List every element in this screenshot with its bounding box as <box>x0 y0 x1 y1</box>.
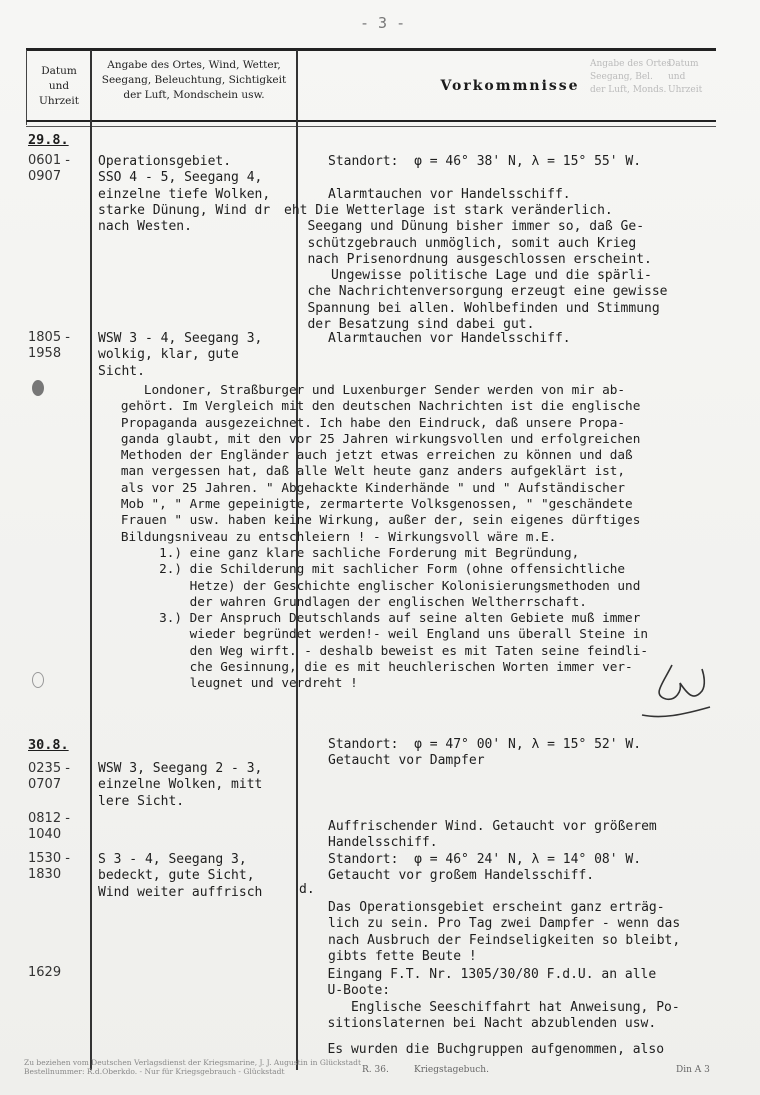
header-rule-thin <box>26 126 716 127</box>
time-1629: 1629 <box>28 965 62 980</box>
ghost-header-left: Angabe des Ortes Seegang, Bel. der Luft, Monds. <box>590 59 672 95</box>
header-rule <box>26 120 716 122</box>
punch-hole-mark <box>32 380 44 396</box>
header-vorkommnisse: Vorkommnisse <box>440 78 580 94</box>
time-0235: 0235 - 0707 <box>28 761 70 793</box>
column-divider-date <box>90 50 92 1070</box>
left-border <box>26 50 27 125</box>
weather-entry-1: Operationsgebiet. SSO 4 - 5, Seegang 4, einzelne tiefe Wolken, starke Dünung, Wind dr nach Westen. <box>98 154 271 235</box>
date-30-8: 30.8. <box>28 737 69 753</box>
event-propaganda-note: Londoner, Straßburger und Luxenburger Sender werden von mir ab- gehört. Im Vergleich mit den deutschen Nachrichten ist die englische Propaganda ausgezeichnet. Ich habe den Eindruck, daß unsere Propa- ganda glaubt, mit den vor 25 Jahren wirkungsvollen und erfolgreichen Methoden der Engländer auch jetzt etwas erreichen zu können und daß man vergessen hat, daß alle Welt heute ganz anders aufgeklärt ist, als vor 25 Jahren. " Abgehackte Kinderhände " und " Aufständischer Mob ", " Arme gepeinigte, zermarterte Volksgenossen, " "geschändete Frauen " usw. haben keine Wirkung, außer der, sein eigenes dürftiges Bildungsniveau zu entschleiern ! - Wirkungsvoll wäre m.E. 1.) eine ganz klare sachliche Forderung mit Begründung, 2.) die Schilderung mit sachlicher Form (ohne offensichtliche Hetze) der Geschichte englischer Kolonisierungsmethoden und der wahren Grundlagen der englischen Weltherrschaft. 3.) Der Anspruch Deutschlands auf seine alten Gebiete muß immer wieder begründet werden!- weil England uns überall Steine in den Weg wirft. - deshalb beweist es mit Taten seine feindli- che Gesinnung, die es mit heuchlerischen Worten immer ver- leugnet und verdreht ! <box>120 382 648 691</box>
event-tail: d. <box>299 882 315 897</box>
time-1530: 1530 - 1830 <box>28 851 70 883</box>
header-angabe: Angabe des Ortes, Wind, Wetter, Seegang, Beleuchtung, Sichtigkeit der Luft, Mondschein usw. <box>101 59 287 101</box>
date-29-8: 29.8. <box>28 132 69 148</box>
footer-form-number: R. 36. <box>362 1065 389 1075</box>
footer-paper-size: Din A 3 <box>676 1065 710 1075</box>
page-number: - 3 - <box>360 14 406 32</box>
time-0601: 0601 - 0907 <box>28 153 70 185</box>
footer-imprint: Zu beziehen vom Deutschen Verlagsdienst der Kriegsmarine, J. J. Augustin in Glückstadt Bestellnummer: R.d.Oberkdo. - Nur für Kriegsgebrauch - Glückstadt <box>24 1058 361 1076</box>
event-weather-note: eht Die Wetterlage ist stark veränderlich. Seegang und Dünung bisher immer so, daß Ge- schützgebrauch unmöglich, somit auch Krieg nach Prisenordnung ausgeschlossen erscheint. Ungewisse politische Lage und die spärli- che Nachrichtenversorgung erzeugt eine gewisse Spannung bei allen. Wohlbefinden und Stimmung der Besatzung sind dabei gut. <box>284 203 668 333</box>
event-radio-message: Eingang F.T. Nr. 1305/30/80 F.d.U. an alle U-Boote: Englische Seeschiffahrt hat Anweisung, Po- sitionslaternen bei Nacht abzublenden usw. <box>327 967 680 1031</box>
header-datum: Datum und Uhrzeit <box>39 65 79 107</box>
signature-mark <box>632 655 722 725</box>
weather-entry-2: WSW 3 - 4, Seegang 3, wolkig, klar, gute Sicht. <box>98 331 263 379</box>
punch-hole-outline <box>32 672 44 688</box>
event-wind: Auffrischender Wind. Getaucht vor größerem Handelsschiff. <box>328 819 657 851</box>
time-1805: 1805 - 1958 <box>28 330 70 362</box>
event-standort-5: Standort: φ = 46° 24' N, λ = 14° 08' W. Getaucht vor großem Handelsschiff. <box>328 852 642 884</box>
event-standort-1: Standort: φ = 46° 38' N, λ = 15° 55' W. Alarmtauchen vor Handelsschiff. <box>328 154 642 202</box>
event-standort-3: Standort: φ = 47° 00' N, λ = 15° 52' W. Getaucht vor Dampfer <box>328 737 642 769</box>
top-rule <box>26 48 716 51</box>
footer-title: Kriegstagebuch. <box>414 1065 489 1075</box>
weather-entry-4: S 3 - 4, Seegang 3, bedeckt, gute Sicht, Wind weiter auffrisch <box>98 852 263 900</box>
event-alarm-2: Alarmtauchen vor Handelsschiff. <box>328 331 571 346</box>
time-0812: 0812 - 1040 <box>28 811 70 843</box>
event-codebook: Es wurden die Buchgruppen aufgenommen, also <box>304 1042 665 1057</box>
ghost-header-right: Datum und Uhrzeit <box>668 59 703 95</box>
weather-entry-3: WSW 3, Seegang 2 - 3, einzelne Wolken, mitt lere Sicht. <box>98 761 263 809</box>
event-operations: Das Operationsgebiet erscheint ganz erträg- lich zu sein. Pro Tag zwei Dampfer - wenn das nach Ausbruch der Feindseligkeiten so bleibt, gibts fette Beute ! <box>328 900 681 964</box>
